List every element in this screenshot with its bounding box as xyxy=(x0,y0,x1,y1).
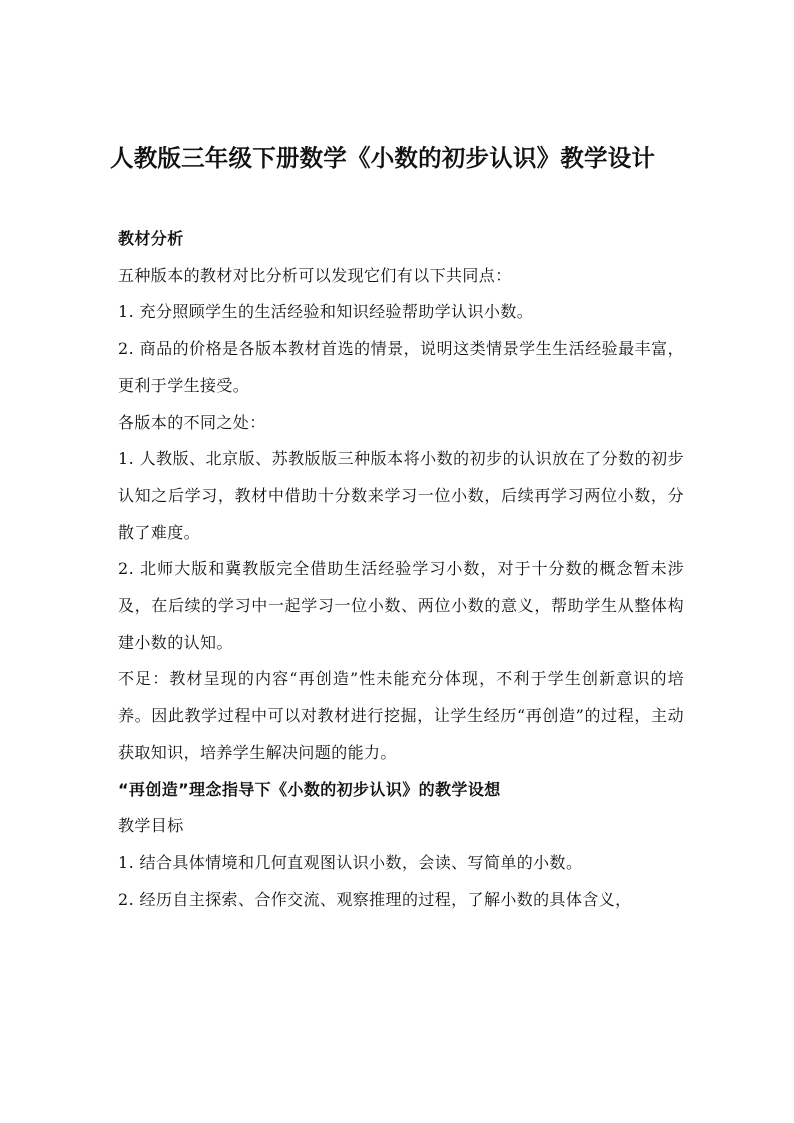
document-title: 人教版三年级下册数学《小数的初步认识》教学设计 xyxy=(110,144,656,172)
paragraph-common-point-2: 2. 商品的价格是各版本教材首选的情景，说明这类情景学生生活经验最丰富，更利于学生接受。 xyxy=(118,339,684,395)
document-body xyxy=(118,221,684,918)
paragraph-difference-1: 1. 人教版、北京版、苏教版版三种版本将小数的初步的认识放在了分数的初步认知之后学习，教材中借助十分数来学习一位小数，后续再学习两位小数，分散了难度。 xyxy=(118,449,684,542)
paragraph-teaching-goal-1: 1. 结合具体情境和几何直观图认识小数，会读、写简单的小数。 xyxy=(118,852,583,872)
paragraph-common-points-intro: 五种版本的教材对比分析可以发现它们有以下共同点： xyxy=(118,265,512,285)
paragraph-shortcomings: 不足：教材呈现的内容“再创造”性未能充分体现，不利于学生创新意识的培养。因此教学过程中可以对教材进行挖掘，让学生经历“再创造”的过程，主动获取知识，培养学生解决问题的能力。 xyxy=(118,669,684,762)
paragraph-differences-intro: 各版本的不同之处： xyxy=(118,412,266,432)
paragraph-teaching-goals-label: 教学目标 xyxy=(118,816,184,836)
paragraph-common-point-1: 1. 充分照顾学生的生活经验和知识经验帮助学认识小数。 xyxy=(118,302,534,322)
paragraph-difference-2: 2. 北师大版和冀教版完全借助生活经验学习小数，对于十分数的概念暂未涉及，在后续的学习中一起学习一位小数、两位小数的意义，帮助学生从整体构建小数的认知。 xyxy=(118,559,684,652)
section-heading-teaching-concept: “再创造”理念指导下《小数的初步认识》的教学设想 xyxy=(118,779,501,799)
paragraph-teaching-goal-2: 2. 经历自主探索、合作交流、观察推理的过程，了解小数的具体含义， xyxy=(118,889,632,909)
section-heading-textbook-analysis: 教材分析 xyxy=(118,229,184,248)
